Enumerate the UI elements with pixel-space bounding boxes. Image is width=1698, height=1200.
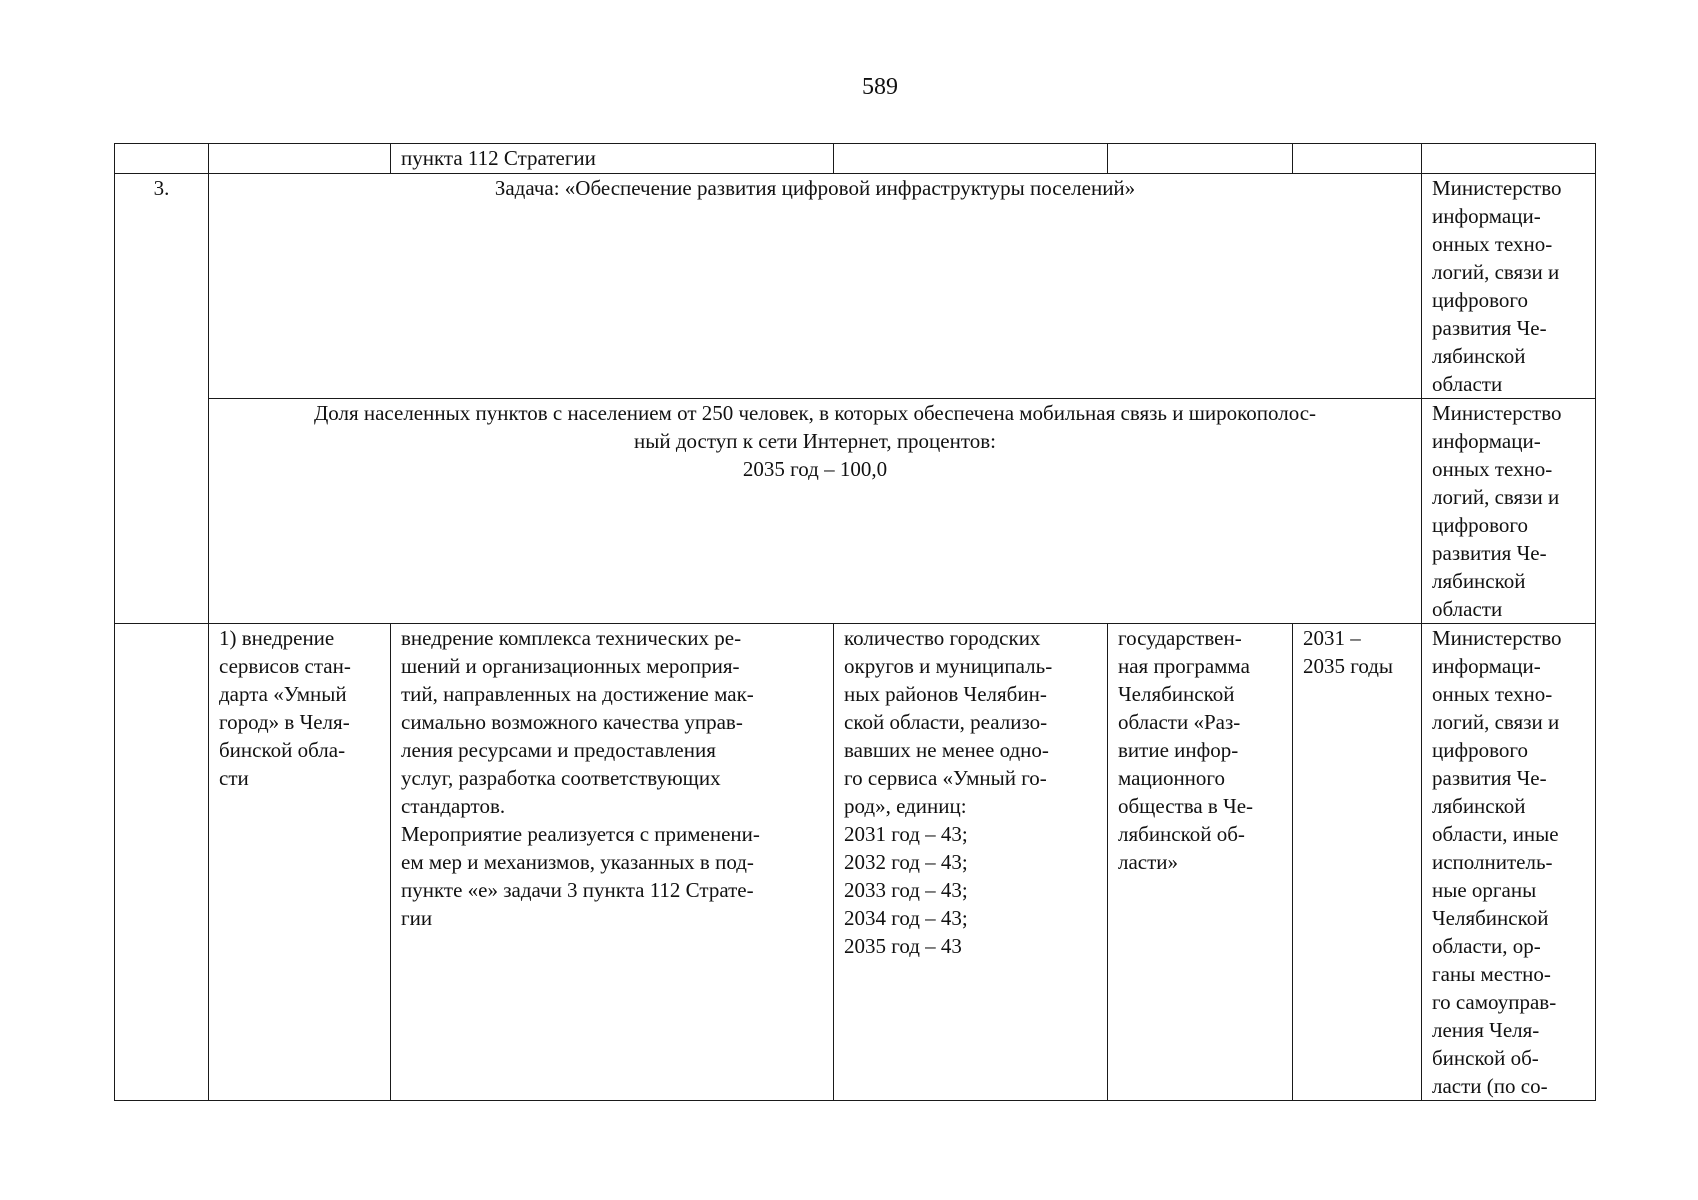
text-line: онных техно- xyxy=(1432,682,1553,706)
text-line: ных районов Челябин- xyxy=(844,682,1047,706)
text-line: Министерство xyxy=(1432,401,1562,425)
text-line: сервисов стан- xyxy=(219,654,351,678)
text-line: мационного xyxy=(1118,766,1226,790)
text-line: ской области, реализо- xyxy=(844,710,1048,734)
text-line: ный доступ к сети Интернет, процентов: xyxy=(633,429,996,453)
text-line: род», единиц: xyxy=(844,794,967,818)
text-line: общества в Че- xyxy=(1118,794,1254,818)
text-line: Доля населенных пунктов с населением от 250 человек, в которых обеспечена мобильная связь и широкополос- xyxy=(313,401,1317,425)
action-period xyxy=(1293,624,1422,1101)
task-title: Задача: «Обеспечение развития цифровой инфраструктуры поселений» xyxy=(209,174,1422,399)
cell-responsible xyxy=(1422,144,1596,174)
text-line: развития Че- xyxy=(1432,766,1547,790)
text-line: Министерство xyxy=(1432,626,1562,650)
action-number xyxy=(115,624,209,1101)
action-name xyxy=(209,624,391,1101)
text-line: витие инфор- xyxy=(1118,738,1239,762)
text-line: 1) внедрение xyxy=(219,626,335,650)
text-line: государствен- xyxy=(1118,626,1242,650)
text-line: цифрового xyxy=(1432,513,1528,537)
text-line: Мероприятие реализуется с применени- xyxy=(401,822,760,846)
page-number: 589 xyxy=(862,74,898,100)
text-line: ганы местно- xyxy=(1432,962,1551,986)
text-line: внедрение комплекса технических ре- xyxy=(401,626,742,650)
text-line: области, иные xyxy=(1432,822,1559,846)
text-line: 2035 год – 100,0 xyxy=(742,457,888,481)
text-line: области xyxy=(1432,372,1503,396)
text-line: 2035 год – 43 xyxy=(844,934,962,958)
text-line: количество городских xyxy=(844,626,1041,650)
text-line: информаци- xyxy=(1432,204,1541,228)
cell-period xyxy=(1293,144,1422,174)
text-line: шений и организационных мероприя- xyxy=(401,654,740,678)
task-row xyxy=(115,174,1596,399)
action-description xyxy=(391,624,834,1101)
action-indicator xyxy=(834,624,1108,1101)
text-line: гии xyxy=(401,906,433,930)
text-line: вавших не менее одно- xyxy=(844,738,1049,762)
text-line: ные органы xyxy=(1432,878,1537,902)
cell-indicator xyxy=(834,144,1108,174)
text-line: развития Че- xyxy=(1432,316,1547,340)
text-line: 2032 год – 43; xyxy=(844,850,968,874)
text-line: сти xyxy=(219,766,249,790)
text-line: лябинской xyxy=(1432,344,1526,368)
text-line: лябинской xyxy=(1432,794,1526,818)
text-line: дарта «Умный xyxy=(219,682,347,706)
text-line: тий, направленных на достижение мак- xyxy=(401,682,754,706)
text-line: Министерство xyxy=(1432,176,1562,200)
cell-program xyxy=(1108,144,1293,174)
text-line: симально возможного качества управ- xyxy=(401,710,743,734)
indicator-row xyxy=(115,399,1596,624)
action-row xyxy=(115,624,1596,1101)
text-line: ласти (по со- xyxy=(1432,1074,1548,1098)
text-line: области, ор- xyxy=(1432,934,1541,958)
continuation-row xyxy=(115,144,1596,174)
text-line: 2031 год – 43; xyxy=(844,822,968,846)
action-program xyxy=(1108,624,1293,1101)
text-line: логий, связи и xyxy=(1432,485,1560,509)
text-line: пункте «е» задачи 3 пункта 112 Страте- xyxy=(401,878,754,902)
cell-number xyxy=(115,144,209,174)
text-line: бинской об- xyxy=(1432,1046,1539,1070)
strategy-table xyxy=(114,143,1596,1101)
text-line: ная программа xyxy=(1118,654,1250,678)
action-responsible xyxy=(1422,624,1596,1101)
indicator-text xyxy=(209,399,1422,624)
text-line: Челябинской xyxy=(1118,682,1235,706)
text-line: округов и муниципаль- xyxy=(844,654,1053,678)
text-line: исполнитель- xyxy=(1432,850,1553,874)
task-number: 3. xyxy=(115,174,209,624)
text-line: ления Челя- xyxy=(1432,1018,1540,1042)
text-line: лябинской об- xyxy=(1118,822,1245,846)
text-line: лябинской xyxy=(1432,569,1526,593)
text-line: логий, связи и xyxy=(1432,710,1560,734)
text-line: области xyxy=(1432,597,1503,621)
text-line: стандартов. xyxy=(401,794,506,818)
text-line: цифрового xyxy=(1432,738,1528,762)
indicator-responsible xyxy=(1422,399,1596,624)
text-line: го сервиса «Умный го- xyxy=(844,766,1047,790)
cell-name xyxy=(209,144,391,174)
text-line: услуг, разработка соответствующих xyxy=(401,766,721,790)
text-line: области «Раз- xyxy=(1118,710,1241,734)
text-line: Челябинской xyxy=(1432,906,1549,930)
text-line: бинской обла- xyxy=(219,738,346,762)
task-responsible xyxy=(1422,174,1596,399)
text-line: 2034 год – 43; xyxy=(844,906,968,930)
text-line: ласти» xyxy=(1118,850,1179,874)
text-line: город» в Челя- xyxy=(219,710,350,734)
text-line: ления ресурсами и предоставления xyxy=(401,738,716,762)
text-line: развития Че- xyxy=(1432,541,1547,565)
cell-description: пункта 112 Стратегии xyxy=(391,144,834,174)
text-line: цифрового xyxy=(1432,288,1528,312)
text-line: 2035 годы xyxy=(1303,654,1394,678)
text-line: го самоуправ- xyxy=(1432,990,1557,1014)
text-line: онных техно- xyxy=(1432,457,1553,481)
text-line: ем мер и механизмов, указанных в под- xyxy=(401,850,754,874)
text-line: логий, связи и xyxy=(1432,260,1560,284)
text-line: онных техно- xyxy=(1432,232,1553,256)
text-line: информаци- xyxy=(1432,429,1541,453)
text-line: 2031 – xyxy=(1303,626,1361,650)
text-line: информаци- xyxy=(1432,654,1541,678)
text-line: 2033 год – 43; xyxy=(844,878,968,902)
